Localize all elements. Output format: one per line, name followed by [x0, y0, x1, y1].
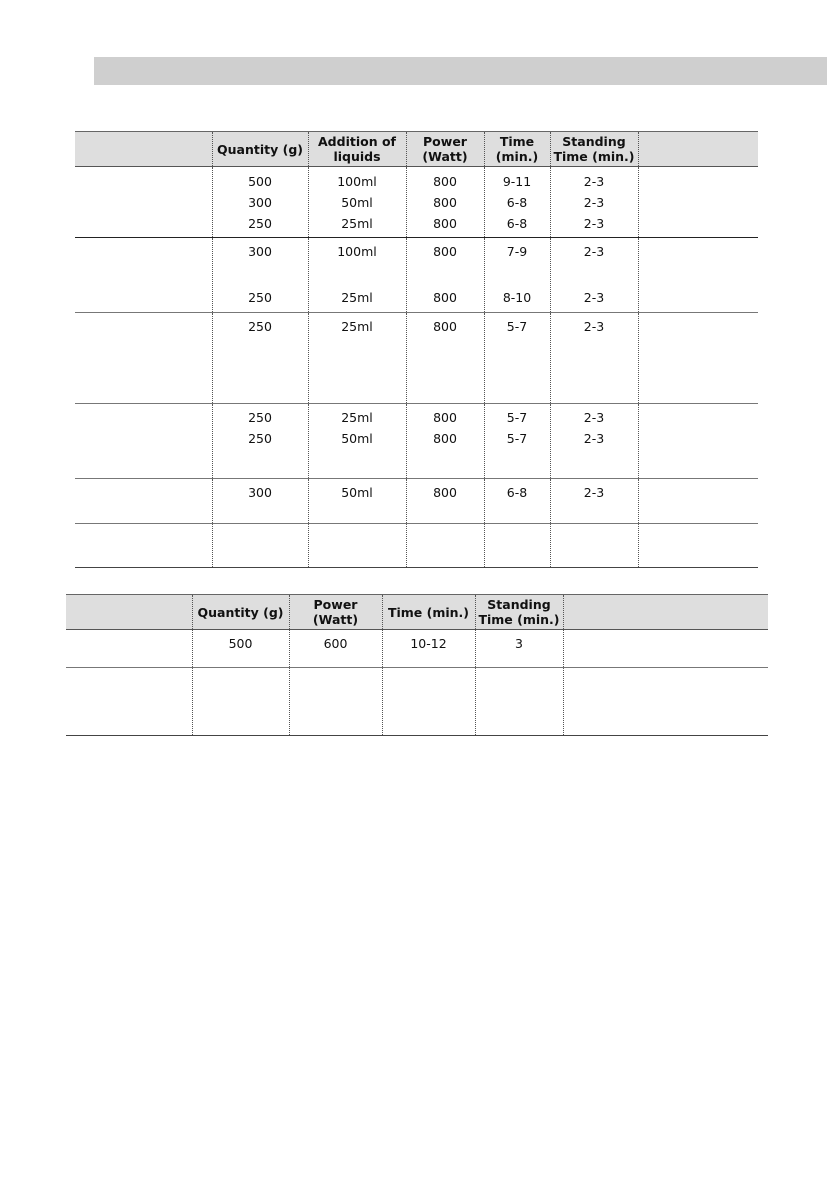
power-value: 800 — [433, 244, 457, 259]
time-cell — [484, 313, 550, 404]
standing-cell — [550, 524, 638, 568]
power-cell — [406, 479, 484, 524]
liquids-value: 25ml — [341, 319, 373, 334]
quantity-value: 250 — [248, 431, 272, 446]
standing-value: 3 — [515, 636, 523, 651]
power-cell — [406, 313, 484, 404]
liquids-cell — [308, 167, 406, 238]
food-cell — [75, 238, 212, 313]
table-row — [75, 313, 758, 404]
table-row — [75, 404, 758, 479]
quantity-cell — [212, 238, 308, 313]
table-header-row — [66, 595, 768, 630]
time-value: 10-12 — [410, 636, 447, 651]
power-value: 800 — [433, 290, 457, 305]
power-cell — [406, 404, 484, 479]
power-value: 800 — [433, 216, 457, 231]
liquids-value: 50ml — [341, 195, 373, 210]
liquids-value: 25ml — [341, 290, 373, 305]
food-cell — [66, 630, 192, 668]
notes-cell — [638, 313, 758, 404]
section-header-bar — [94, 57, 827, 85]
notes-cell — [638, 479, 758, 524]
quantity-cell — [212, 313, 308, 404]
time-value: 7-9 — [506, 244, 528, 259]
quantity-value: 300 — [248, 195, 272, 210]
liquids-value: 50ml — [341, 485, 373, 500]
time-value: 5-7 — [506, 410, 528, 425]
quantity-value: 300 — [248, 485, 272, 500]
time-cell — [382, 630, 475, 668]
liquids-cell — [308, 479, 406, 524]
power-cell — [289, 668, 382, 736]
standing-cell — [550, 404, 638, 479]
header-liquids: Addition of liquids — [308, 132, 406, 167]
table-row — [75, 238, 758, 313]
power-value: 800 — [433, 174, 457, 189]
liquids-value: 100ml — [337, 244, 377, 259]
standing-cell — [550, 238, 638, 313]
quantity-value: 500 — [248, 174, 272, 189]
power-value: 600 — [323, 636, 348, 651]
quantity-value: 500 — [228, 636, 253, 651]
food-cell — [66, 668, 192, 736]
time-value: 5-7 — [506, 431, 528, 446]
header-quantity: Quantity (g) — [192, 595, 289, 630]
notes-cell — [563, 668, 768, 736]
standing-value: 2-3 — [583, 431, 605, 446]
power-value: 800 — [433, 319, 457, 334]
header-standing-time: Standing Time (min.) — [475, 595, 563, 630]
header-quantity: Quantity (g) — [212, 132, 308, 167]
power-cell — [406, 524, 484, 568]
standing-value: 2-3 — [583, 244, 605, 259]
time-cell — [484, 167, 550, 238]
food-cell — [75, 404, 212, 479]
time-value: 6-8 — [506, 216, 528, 231]
food-cell — [75, 167, 212, 238]
liquids-cell — [308, 313, 406, 404]
quantity-cell — [192, 630, 289, 668]
quantity-cell — [212, 404, 308, 479]
standing-cell — [550, 479, 638, 524]
time-cell — [484, 479, 550, 524]
time-cell — [484, 524, 550, 568]
standing-cell — [475, 668, 563, 736]
power-cell — [406, 238, 484, 313]
standing-value: 2-3 — [583, 410, 605, 425]
quantity-value: 300 — [248, 244, 272, 259]
table-row — [66, 668, 768, 736]
time-cell — [484, 404, 550, 479]
liquids-value: 25ml — [341, 216, 373, 231]
liquids-value: 100ml — [337, 174, 377, 189]
header-food — [66, 595, 192, 630]
header-notes — [563, 595, 768, 630]
notes-cell — [638, 238, 758, 313]
quantity-cell — [192, 668, 289, 736]
notes-cell — [638, 404, 758, 479]
power-cell — [406, 167, 484, 238]
cooking-table-second — [66, 594, 768, 736]
quantity-value: 250 — [248, 319, 272, 334]
header-notes — [638, 132, 758, 167]
notes-cell — [638, 167, 758, 238]
time-value: 6-8 — [506, 485, 528, 500]
quantity-value: 250 — [248, 216, 272, 231]
power-value: 800 — [433, 431, 457, 446]
quantity-cell — [212, 167, 308, 238]
header-standing-time: Standing Time (min.) — [550, 132, 638, 167]
table-row — [75, 167, 758, 238]
standing-value: 2-3 — [583, 216, 605, 231]
liquids-cell — [308, 404, 406, 479]
quantity-cell — [212, 479, 308, 524]
standing-value: 2-3 — [583, 485, 605, 500]
notes-cell — [563, 630, 768, 668]
table-row — [66, 630, 768, 668]
standing-value: 2-3 — [583, 319, 605, 334]
header-food — [75, 132, 212, 167]
cooking-table-vegetables — [75, 131, 758, 568]
table-header-row — [75, 132, 758, 167]
standing-cell — [550, 167, 638, 238]
time-cell — [484, 238, 550, 313]
time-cell — [382, 668, 475, 736]
table-row — [75, 479, 758, 524]
power-value: 800 — [433, 485, 457, 500]
standing-cell — [550, 313, 638, 404]
header-time: Time (min.) — [484, 132, 550, 167]
liquids-value: 25ml — [341, 410, 373, 425]
standing-value: 2-3 — [583, 290, 605, 305]
notes-cell — [638, 524, 758, 568]
header-power: Power (Watt) — [289, 595, 382, 630]
standing-value: 2-3 — [583, 195, 605, 210]
power-cell — [289, 630, 382, 668]
time-value: 6-8 — [506, 195, 528, 210]
food-cell — [75, 313, 212, 404]
power-value: 800 — [433, 410, 457, 425]
header-time: Time (min.) — [382, 595, 475, 630]
liquids-cell — [308, 238, 406, 313]
liquids-cell — [308, 524, 406, 568]
quantity-cell — [212, 524, 308, 568]
food-cell — [75, 524, 212, 568]
time-value: 9-11 — [502, 174, 532, 189]
food-cell — [75, 479, 212, 524]
time-value: 5-7 — [506, 319, 528, 334]
power-value: 800 — [433, 195, 457, 210]
time-value: 8-10 — [502, 290, 532, 305]
standing-cell — [475, 630, 563, 668]
header-power: Power (Watt) — [406, 132, 484, 167]
table-row — [75, 524, 758, 568]
quantity-value: 250 — [248, 290, 272, 305]
standing-value: 2-3 — [583, 174, 605, 189]
quantity-value: 250 — [248, 410, 272, 425]
liquids-value: 50ml — [341, 431, 373, 446]
